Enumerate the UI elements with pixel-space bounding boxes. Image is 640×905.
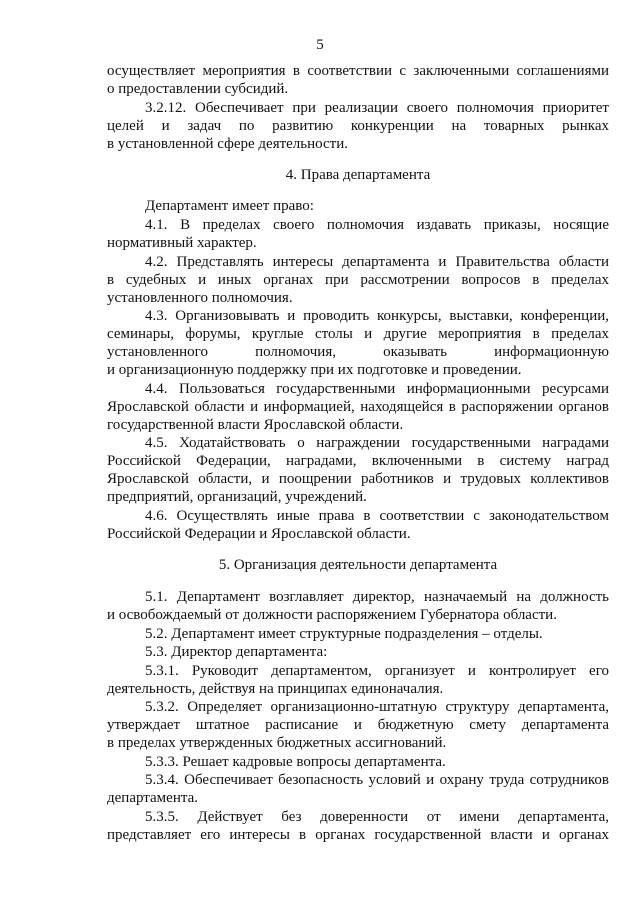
text-line: 5.3.2. Определяет организационно-штатную структуру департамента, bbox=[145, 699, 609, 715]
text-line: 5.3.1. Руководит департаментом, организует и контролирует его bbox=[145, 663, 609, 679]
text-line: нормативный характер. bbox=[107, 235, 257, 251]
text-line: 4.1. В пределах своего полномочия издавать приказы, носящие bbox=[145, 217, 609, 233]
text-line: 3.2.12. Обеспечивает при реализации своего полномочия приоритет bbox=[145, 100, 609, 116]
text-line: 5.3.3. Решает кадровые вопросы департамента. bbox=[145, 754, 446, 770]
text-line: и освобождаемый от должности распоряжением Губернатора области. bbox=[107, 607, 557, 623]
text-line: Российской Федерации, наградами, включенными в систему наград bbox=[107, 453, 609, 469]
text-line: 5.3.5. Действует без доверенности от имени департамента, bbox=[145, 809, 609, 825]
text-line: предприятий, организаций, учреждений. bbox=[107, 489, 367, 505]
text-line: установленного полномочия. bbox=[107, 290, 293, 306]
text-line: 4.2. Представлять интересы департамента и Правительства области bbox=[145, 254, 609, 270]
text-line: Российской Федерации и Ярославской области. bbox=[107, 526, 411, 542]
text-line: и организационную поддержку при их подготовке и проведении. bbox=[107, 362, 522, 378]
text-line: 5.1. Департамент возглавляет директор, назначаемый на должность bbox=[145, 589, 609, 605]
text-line: Департамент имеет право: bbox=[145, 198, 314, 214]
text-line: 5.3. Директор департамента: bbox=[145, 644, 328, 660]
text-line: государственной власти Ярославской области. bbox=[107, 417, 404, 433]
text-line: семинары, форумы, круглые столы и другие мероприятия в пределах bbox=[107, 326, 609, 342]
text-line: 4.4. Пользоваться государственными информационными ресурсами bbox=[145, 381, 609, 397]
text-line: о предоставлении субсидий. bbox=[107, 81, 289, 97]
section-heading: 5. Организация деятельности департамента bbox=[218, 557, 498, 573]
text-line: 4.6. Осуществлять иные права в соответствии с законодательством bbox=[145, 508, 609, 524]
text-line: представляет его интересы в органах государственной власти и органах bbox=[107, 827, 609, 843]
text-line: 5.2. Департамент имеет структурные подразделения – отделы. bbox=[145, 626, 543, 642]
text-line: 5.3.4. Обеспечивает безопасность условий и охрану труда сотрудников bbox=[145, 772, 609, 788]
text-line: департамента. bbox=[107, 790, 198, 806]
text-line: в установленной сфере деятельности. bbox=[107, 136, 349, 152]
text-line: Ярославской области, и поощрении работников и трудовых коллективов bbox=[107, 471, 609, 487]
text-line: целей и задач по развитию конкуренции на товарных рынках bbox=[107, 118, 609, 134]
text-line: деятельность, действуя на принципах единоначалия. bbox=[107, 681, 444, 697]
text-line: Ярославской области и информацией, находящейся в распоряжении органов bbox=[107, 399, 609, 415]
text-line: 4.5. Ходатайствовать о награждении государственными наградами bbox=[145, 435, 609, 451]
section-heading: 4. Права департамента bbox=[285, 167, 431, 183]
text-line: в пределах утвержденных бюджетных ассигнований. bbox=[107, 735, 447, 751]
text-line: в судебных и иных органах при рассмотрении вопросов в пределах bbox=[107, 272, 609, 288]
page-number: 5 bbox=[316, 37, 324, 53]
text-line: утверждает штатное расписание и бюджетную смету департамента bbox=[107, 717, 609, 733]
text-line: установленного полномочия, оказывать информационную bbox=[107, 344, 609, 360]
text-line: 4.3. Организовывать и проводить конкурсы, выставки, конференции, bbox=[145, 308, 609, 324]
text-line: осуществляет мероприятия в соответствии с заключенными соглашениями bbox=[107, 63, 609, 79]
